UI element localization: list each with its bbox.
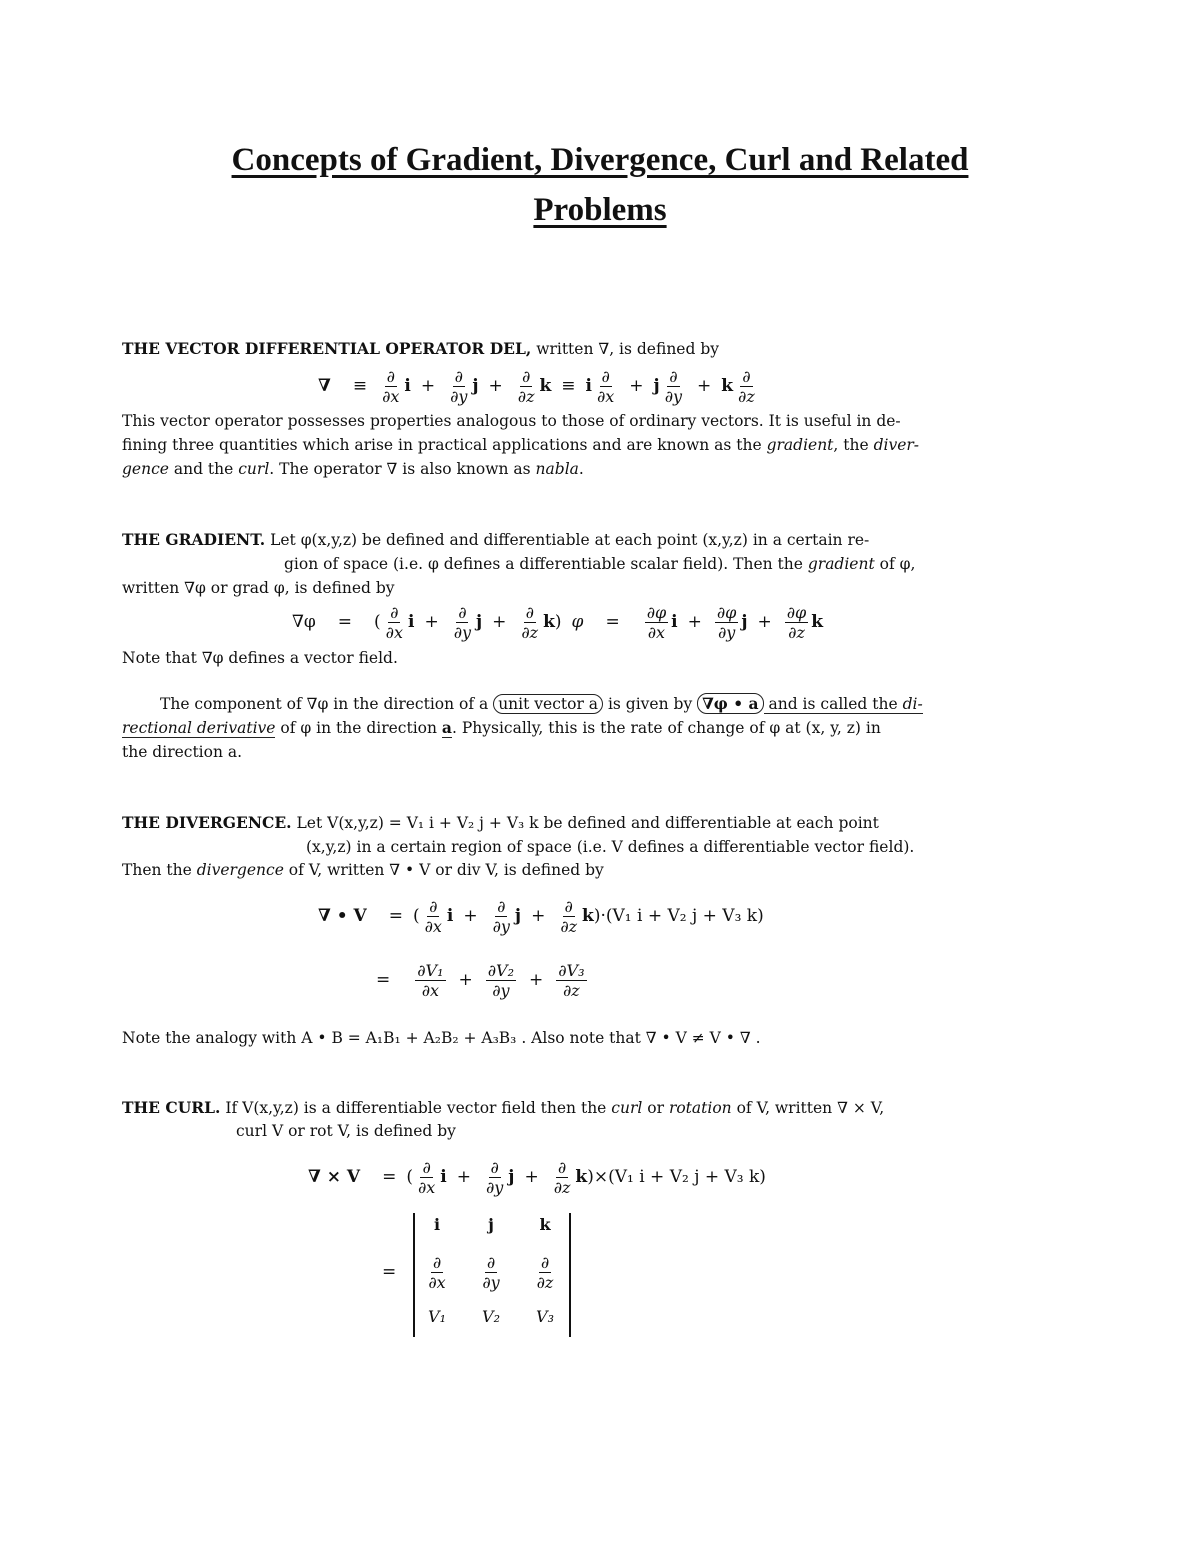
equals-sign: = bbox=[388, 906, 403, 926]
partial-num: ∂ bbox=[564, 896, 573, 916]
grad-phi: ∇φ bbox=[292, 612, 316, 632]
directional-line-1 bbox=[160, 694, 923, 714]
partial-v2-y bbox=[486, 961, 516, 1000]
text-run: Then the bbox=[122, 861, 197, 879]
text-run: gion of space (i.e. φ defines a differentiable scalar field). Then the bbox=[284, 555, 808, 573]
del-heading: THE VECTOR DIFFERENTIAL OPERATOR DEL, bbox=[122, 339, 532, 358]
partial-v1-x bbox=[415, 961, 445, 1000]
curl-equation-1 bbox=[308, 1153, 766, 1201]
gradient-note: Note that ∇φ defines a vector field. bbox=[122, 649, 398, 667]
partial-num: ∂ bbox=[386, 366, 395, 386]
close-paren: ) bbox=[593, 906, 601, 926]
partial-den-x: ∂x bbox=[382, 386, 400, 406]
equiv-sign: ≡ bbox=[352, 376, 368, 396]
open-paren: ( bbox=[412, 906, 420, 926]
partial-y bbox=[663, 367, 684, 406]
partial-num-phi: ∂φ bbox=[716, 602, 737, 622]
circled-grad-dot-a: ∇φ • a bbox=[697, 693, 763, 714]
partial-den-z: ∂z bbox=[521, 622, 539, 642]
divergence-equation-1 bbox=[318, 892, 764, 940]
del-paragraph-line-1: This vector operator possesses properties analogous to those of ordinary vectors. It is useful in de- bbox=[122, 412, 901, 430]
det-unit-k: k bbox=[539, 1215, 551, 1234]
partial-num: ∂ bbox=[601, 366, 610, 386]
partial-num: ∂ bbox=[390, 602, 399, 622]
plus-sign: + bbox=[687, 612, 702, 632]
partial-den-x: ∂x bbox=[428, 1273, 446, 1292]
divergence-equation-2 bbox=[376, 956, 590, 1004]
unit-i: i bbox=[407, 612, 415, 632]
partial-den-z: ∂z bbox=[563, 980, 580, 1000]
partial-den-z: ∂z bbox=[788, 622, 805, 642]
del-equation bbox=[318, 362, 760, 410]
unit-k: k bbox=[539, 376, 552, 396]
partial-num: ∂ bbox=[490, 1157, 499, 1177]
del-intro-line bbox=[122, 339, 719, 359]
partial-den-y: ∂y bbox=[664, 386, 683, 406]
partial-den-z: ∂z bbox=[553, 1177, 571, 1197]
partial-num-v1: ∂V₁ bbox=[417, 960, 444, 980]
del-intro-text: written ∇, is defined by bbox=[531, 340, 719, 358]
vector-v-components: (V₁ i + V₂ j + V₃ k) bbox=[605, 906, 764, 926]
circled-unit-vector: unit vector a bbox=[493, 694, 603, 714]
partial-y bbox=[448, 367, 469, 406]
det-partial-z bbox=[525, 1253, 565, 1292]
partial-z bbox=[535, 1253, 556, 1292]
text-run: The component of ∇φ in the direction of a bbox=[160, 695, 494, 713]
partial-den-z: ∂z bbox=[560, 916, 578, 936]
partial-den-y: ∂y bbox=[485, 1177, 504, 1197]
open-paren: ( bbox=[406, 1167, 413, 1187]
partial-num: ∂ bbox=[422, 1157, 431, 1177]
partial-den-x: ∂x bbox=[647, 622, 666, 642]
partial-den-y: ∂y bbox=[453, 622, 471, 642]
equiv-sign: ≡ bbox=[561, 376, 576, 396]
partial-num-phi: ∂φ bbox=[646, 602, 667, 622]
det-v2: V₂ bbox=[482, 1307, 500, 1326]
partial-den-y: ∂y bbox=[450, 386, 468, 406]
partial-den-y: ∂y bbox=[492, 916, 510, 936]
partial-phi-x bbox=[645, 603, 668, 642]
partial-den-x: ∂x bbox=[424, 916, 442, 936]
unit-i: i bbox=[446, 906, 454, 926]
unit-j: j bbox=[653, 376, 660, 396]
gradient-line-3: written ∇φ or grad φ, is defined by bbox=[122, 579, 395, 597]
partial-den-x: ∂x bbox=[417, 1177, 436, 1197]
text-run: Let V(x,y,z) = V₁ i + V₂ j + V₃ k be defined and differentiable at each point bbox=[291, 814, 879, 832]
det-unit-j: j bbox=[488, 1215, 494, 1234]
partial-v3-z bbox=[556, 961, 586, 1000]
text-run: of φ in the direction bbox=[275, 719, 442, 737]
equals-sign: = bbox=[382, 1262, 397, 1282]
partial-num: ∂ bbox=[525, 602, 534, 622]
unit-i: i bbox=[671, 612, 678, 632]
partial-phi-z bbox=[785, 603, 808, 642]
plus-sign: + bbox=[629, 376, 644, 396]
unit-j: j bbox=[508, 1167, 515, 1187]
partial-num: ∂ bbox=[454, 366, 463, 386]
page-title: Concepts of Gradient, Divergence, Curl and Related bbox=[231, 142, 969, 178]
partial-num-v2: ∂V₂ bbox=[487, 960, 514, 980]
divergence-note: Note the analogy with A • B = A₁B₁ + A₂B₂ + A₃B₃ . Also note that ∇ • V ≠ V • ∇ . bbox=[122, 1029, 761, 1047]
partial-y bbox=[491, 897, 512, 936]
text-run: is given by bbox=[603, 695, 698, 713]
partial-den-x: ∂x bbox=[597, 386, 615, 406]
phi-symbol: φ bbox=[571, 612, 584, 632]
unit-k: k bbox=[582, 906, 594, 926]
partial-num: ∂ bbox=[742, 366, 751, 386]
det-partial-x bbox=[417, 1253, 457, 1292]
plus-sign: + bbox=[488, 376, 503, 396]
curl-v: ∇ × V bbox=[308, 1167, 361, 1187]
partial-den-x: ∂x bbox=[421, 980, 440, 1000]
partial-den-z: ∂z bbox=[517, 386, 535, 406]
text-run: of V, written ∇ × V, bbox=[731, 1099, 885, 1117]
term-nabla: nabla bbox=[535, 460, 579, 478]
gradient-equation bbox=[292, 598, 823, 646]
del-paragraph-line-2 bbox=[122, 435, 919, 455]
term-gradient: gradient bbox=[766, 436, 834, 454]
term-curl: curl bbox=[611, 1099, 643, 1117]
gradient-line-1 bbox=[122, 530, 869, 550]
gradient-line-2 bbox=[284, 554, 915, 574]
partial-y bbox=[480, 1253, 501, 1292]
partial-den-x: ∂x bbox=[385, 622, 403, 642]
partial-num: ∂ bbox=[557, 1157, 567, 1177]
vector-v-components: (V₁ i + V₂ j + V₃ k) bbox=[608, 1167, 766, 1187]
close-paren: ) bbox=[587, 1167, 594, 1187]
partial-num: ∂ bbox=[429, 896, 438, 916]
text-run: . bbox=[578, 460, 584, 478]
underlined-text: and is called the bbox=[763, 695, 903, 713]
text-run: of φ, bbox=[874, 555, 916, 573]
cross-product: × bbox=[593, 1167, 609, 1187]
text-run: , the bbox=[833, 436, 874, 454]
curl-line-2: curl V or rot V, is defined by bbox=[236, 1122, 456, 1140]
det-v1: V₁ bbox=[428, 1307, 446, 1326]
divergence-heading: THE DIVERGENCE. bbox=[122, 813, 292, 832]
partial-x bbox=[416, 1158, 437, 1197]
term-curl: curl bbox=[238, 460, 270, 478]
partial-num: ∂ bbox=[497, 896, 506, 916]
plus-sign: + bbox=[697, 376, 712, 396]
unit-j: j bbox=[476, 612, 483, 632]
term-directional-part: di- bbox=[902, 695, 923, 713]
curl-line-1 bbox=[122, 1098, 884, 1118]
unit-i: i bbox=[440, 1167, 447, 1187]
text-run: If V(x,y,z) is a differentiable vector field then the bbox=[220, 1099, 612, 1117]
term-divergence: divergence bbox=[196, 861, 284, 879]
divergence-line-3 bbox=[122, 860, 604, 880]
plus-sign: + bbox=[524, 1167, 539, 1187]
curl-determinant bbox=[413, 1213, 571, 1337]
partial-y bbox=[452, 603, 473, 642]
equals-sign: = bbox=[337, 612, 353, 632]
curl-heading: THE CURL. bbox=[122, 1098, 221, 1117]
unit-k: k bbox=[543, 612, 555, 632]
partial-x bbox=[426, 1253, 447, 1292]
divergence-line-1 bbox=[122, 813, 879, 833]
partial-x bbox=[423, 897, 444, 936]
det-unit-i: i bbox=[433, 1215, 441, 1234]
partial-x bbox=[384, 603, 405, 642]
plus-sign: + bbox=[531, 906, 546, 926]
partial-den-y: ∂y bbox=[482, 1273, 500, 1292]
dot-product: · bbox=[600, 906, 606, 926]
partial-num: ∂ bbox=[432, 1253, 442, 1272]
text-run: . The operator ∇ is also known as bbox=[269, 460, 536, 478]
equals-sign: = bbox=[376, 970, 391, 990]
directional-line-2 bbox=[122, 718, 881, 738]
unit-k: k bbox=[721, 376, 734, 396]
partial-num: ∂ bbox=[522, 366, 531, 386]
del-paragraph-line-3 bbox=[122, 459, 584, 479]
partial-x bbox=[595, 367, 616, 406]
open-paren: ( bbox=[374, 612, 381, 632]
text-run: or bbox=[642, 1099, 669, 1117]
plus-sign: + bbox=[529, 970, 544, 990]
partial-den-z: ∂z bbox=[536, 1273, 554, 1292]
text-run: . Physically, this is the rate of change of φ at (x, y, z) in bbox=[451, 719, 881, 737]
unit-i: i bbox=[585, 376, 592, 396]
del-symbol: ∇ bbox=[318, 376, 331, 396]
plus-sign: + bbox=[420, 376, 436, 396]
partial-z bbox=[736, 367, 757, 406]
directional-line-3: the direction a. bbox=[122, 743, 243, 761]
plus-sign: + bbox=[492, 612, 507, 632]
unit-j: j bbox=[472, 376, 479, 396]
partial-num: ∂ bbox=[486, 1253, 496, 1272]
term-gradient: gradient bbox=[807, 555, 875, 573]
plus-sign: + bbox=[458, 970, 473, 990]
term-rotation: rotation bbox=[668, 1099, 732, 1117]
unit-i: i bbox=[404, 376, 411, 396]
unit-k: k bbox=[811, 612, 824, 632]
det-partial-y bbox=[471, 1253, 511, 1292]
page-title-continued: Problems bbox=[533, 192, 667, 228]
unit-k: k bbox=[575, 1167, 588, 1187]
partial-x bbox=[380, 367, 401, 406]
divergence-line-2: (x,y,z) in a certain region of space (i.e. V defines a differentiable vector field). bbox=[306, 838, 915, 856]
plus-sign: + bbox=[757, 612, 772, 632]
partial-den-y: ∂y bbox=[717, 622, 736, 642]
partial-y bbox=[484, 1158, 505, 1197]
partial-phi-y bbox=[715, 603, 738, 642]
partial-z bbox=[558, 897, 579, 936]
equals-sign: = bbox=[382, 1167, 397, 1187]
partial-den-y: ∂y bbox=[492, 980, 510, 1000]
unit-j: j bbox=[741, 612, 748, 632]
unit-j: j bbox=[514, 906, 522, 926]
partial-num-v3: ∂V₃ bbox=[558, 960, 585, 980]
plus-sign: + bbox=[456, 1167, 471, 1187]
gradient-heading: THE GRADIENT. bbox=[122, 530, 266, 549]
term-divergence-part: diver- bbox=[873, 436, 920, 454]
text-run: and the bbox=[168, 460, 239, 478]
partial-den-z: ∂z bbox=[738, 386, 755, 406]
text-run: Let φ(x,y,z) be defined and differentiable at each point (x,y,z) in a certain re- bbox=[265, 531, 870, 549]
partial-z bbox=[516, 367, 537, 406]
partial-z bbox=[552, 1158, 573, 1197]
det-v3: V₃ bbox=[536, 1307, 554, 1326]
close-paren: ) bbox=[554, 612, 562, 632]
equals-sign: = bbox=[605, 612, 620, 632]
partial-z bbox=[519, 603, 540, 642]
text-run: of V, written ∇ • V or div V, is defined by bbox=[283, 861, 604, 879]
term-directional-derivative: rectional derivative bbox=[122, 719, 276, 737]
partial-num: ∂ bbox=[458, 602, 467, 622]
curl-equals bbox=[382, 1262, 396, 1282]
plus-sign: + bbox=[463, 906, 478, 926]
div-v: ∇ • V bbox=[318, 906, 367, 926]
partial-num-phi: ∂φ bbox=[786, 602, 807, 622]
partial-num: ∂ bbox=[669, 366, 678, 386]
partial-num: ∂ bbox=[540, 1253, 550, 1272]
term-divergence-part: gence bbox=[122, 460, 169, 478]
plus-sign: + bbox=[424, 612, 439, 632]
vector-a: a bbox=[441, 718, 452, 737]
text-run: fining three quantities which arise in practical applications and are known as the bbox=[122, 436, 767, 454]
